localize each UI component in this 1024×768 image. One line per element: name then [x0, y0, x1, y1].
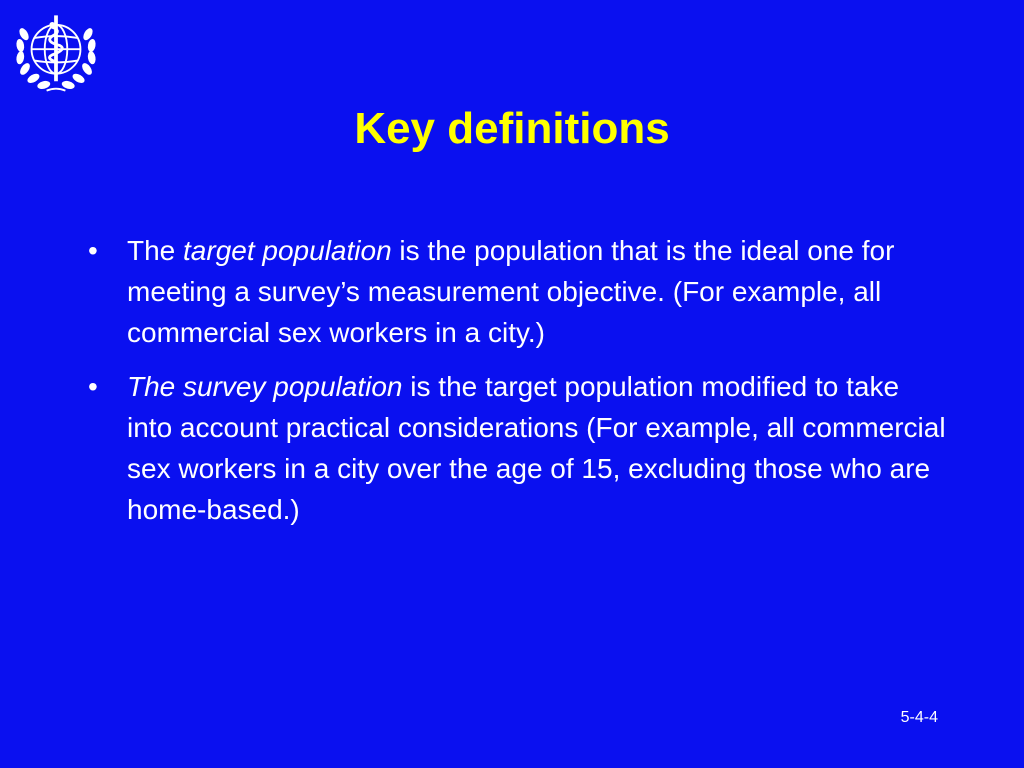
bullet-body-text: is the population that is the ideal one for meeting a survey’s measurement objective. (For example, all commercial sex workers in a city.) [127, 235, 895, 348]
who-emblem-icon [8, 6, 104, 100]
bullet-body-text: is the target population modified to take into account practical considerations (For example, all commercial sex workers in a city over the age of 15, excluding those who are home-based.) [127, 371, 946, 525]
slide-title: Key definitions [354, 104, 670, 153]
bullet-list [88, 230, 948, 543]
bullet-emphasis-term: target population [183, 235, 392, 266]
bullet-icon: • [88, 371, 98, 402]
bullet-item-target-population [88, 230, 948, 353]
bullet-lead-text: The [127, 235, 184, 266]
bullet-icon: • [88, 235, 98, 266]
bullet-item-survey-population [88, 366, 948, 530]
bullet-emphasis-term: The survey population [127, 371, 403, 402]
slide-number: 5-4-4 [900, 709, 938, 726]
